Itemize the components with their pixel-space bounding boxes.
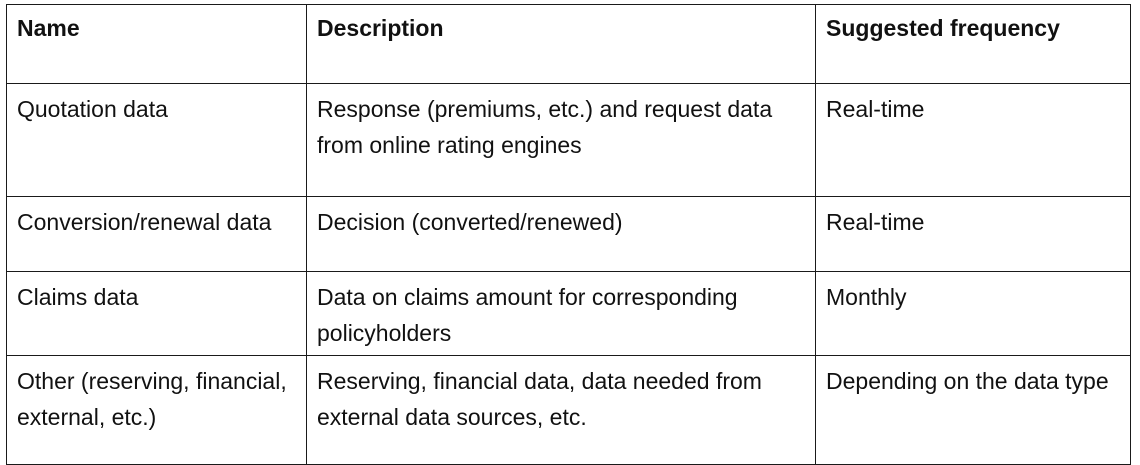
- table-row: [7, 356, 1131, 465]
- cell-frequency: Real-time: [816, 197, 1131, 272]
- cell-description: Reserving, financial data, data needed from external data sources, etc.: [307, 356, 816, 465]
- cell-frequency: Real-time: [816, 84, 1131, 197]
- cell-frequency: Depending on the data type: [816, 356, 1131, 465]
- header-name: Name: [7, 5, 307, 84]
- table-row: [7, 197, 1131, 272]
- cell-name: Conversion/renewal data: [7, 197, 307, 272]
- table-header-row: [7, 5, 1131, 84]
- cell-description: Decision (converted/renewed): [307, 197, 816, 272]
- cell-description: Data on claims amount for corresponding policyholders: [307, 272, 816, 356]
- cell-name: Claims data: [7, 272, 307, 356]
- cell-description: Response (premiums, etc.) and request data from online rating engines: [307, 84, 816, 197]
- table-row: [7, 272, 1131, 356]
- header-frequency: Suggested frequency: [816, 5, 1131, 84]
- cell-name: Quotation data: [7, 84, 307, 197]
- header-description: Description: [307, 5, 816, 84]
- cell-frequency: Monthly: [816, 272, 1131, 356]
- cell-name: Other (reserving, financial, external, etc.): [7, 356, 307, 465]
- data-sources-table: [6, 4, 1131, 465]
- table-row: [7, 84, 1131, 197]
